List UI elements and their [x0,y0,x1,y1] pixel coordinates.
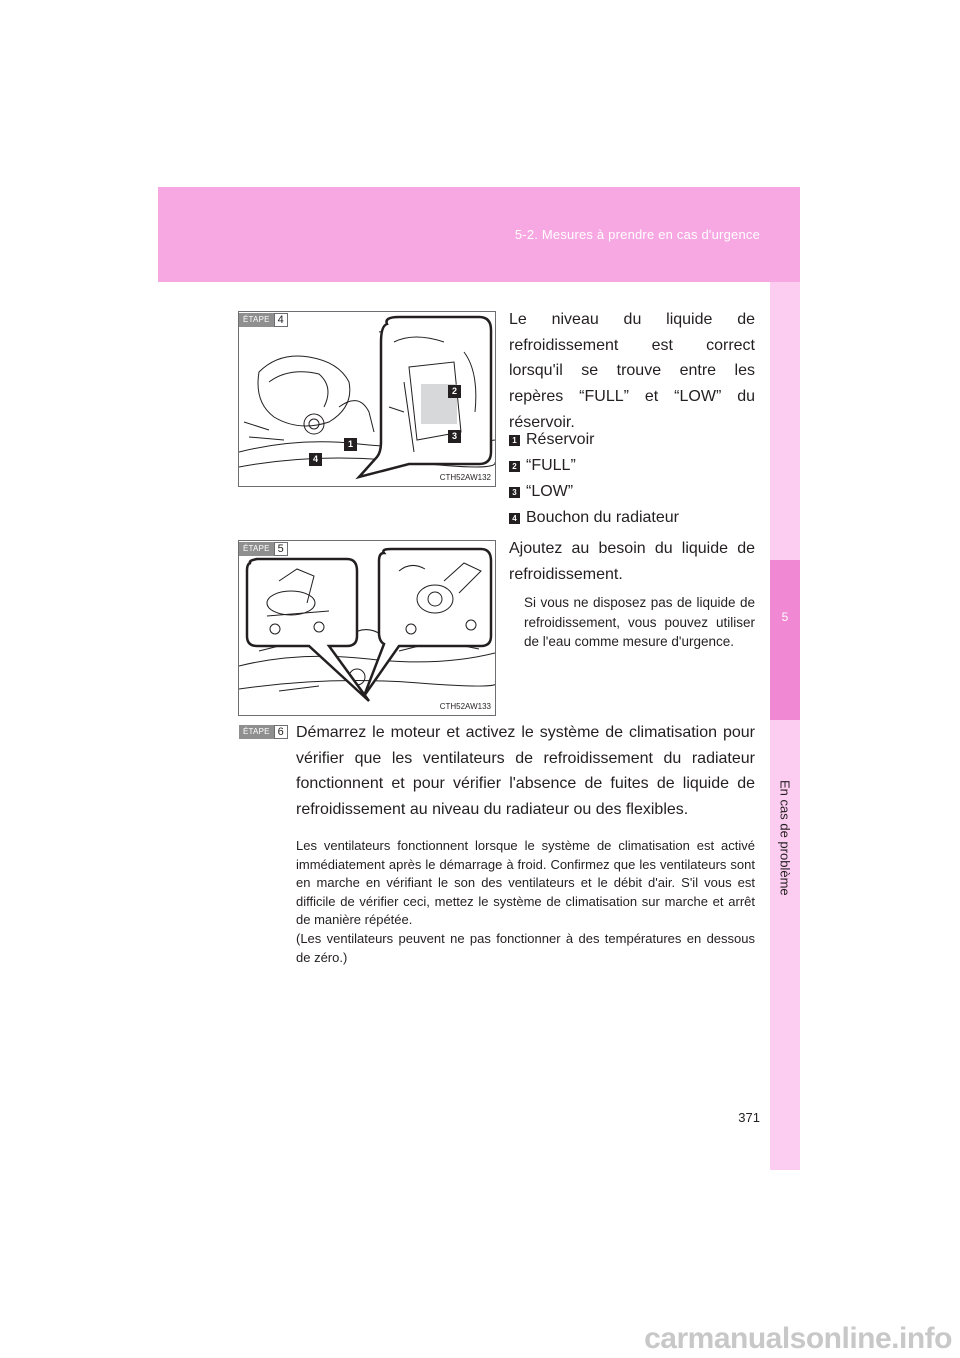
watermark: carmanualsonline.info [644,1322,952,1355]
callout-2: 2 [448,385,461,398]
step6-badge [239,725,288,739]
legend-label: Bouchon du radiateur [526,509,679,526]
step4-badge [239,313,288,327]
chapter-number: 5 [781,610,789,624]
step4-text: Le niveau du liquide de refroidissement est correct lorsqu'il se trouve entre les repères “FULL” et “LOW” du réservoir. [509,311,755,431]
section-header [158,187,800,282]
step4-figure [238,311,496,487]
chapter-side-tab [770,282,800,1170]
coolant-refill-illustration [239,541,495,715]
marker-3-icon: 3 [509,487,520,498]
legend-label: “LOW” [526,483,574,500]
section-title: 5-2. Mesures à prendre en cas d'urgence [514,227,760,242]
step5-note: Si vous ne disposez pas de liquide de refroidissement, vous pouvez utiliser de l'eau comme mesure d'urgence. [524,595,755,649]
step6-note: Les ventilateurs fonctionnent lorsque le système de climatisation est activé immédiatement après le démarrage à froid. Confirmez que les ventilateurs sont en marche en vérifiant le son des ventilateurs et le débit d'air. S'il vous est difficile de vérifier ceci, mettez le système de climatisation sur marche et arrêt de manière répétée. [296,838,755,927]
legend-label: Réservoir [526,431,595,448]
step-label: ÉTAPE [239,313,274,327]
page-number: 371 [738,1110,760,1125]
chapter-tab-highlight [770,560,800,720]
callout-1: 1 [344,438,357,451]
step-label: ÉTAPE [239,542,274,556]
step5-text: Ajoutez au besoin du liquide de refroidissement. [509,540,755,583]
callout-4: 4 [309,453,322,466]
legend-item [509,482,573,502]
legend-label: “FULL” [526,457,576,474]
step5-figure [238,540,496,716]
step5-badge [239,542,288,556]
legend-item [509,456,576,476]
legend-item [509,508,679,528]
marker-2-icon: 2 [509,461,520,472]
step-label: ÉTAPE [239,725,274,739]
marker-4-icon: 4 [509,513,520,524]
step6-note2: (Les ventilateurs peuvent ne pas fonctionner à des températures en dessous de zéro.) [296,931,755,965]
step-number: 6 [274,725,288,739]
marker-1-icon: 1 [509,435,520,446]
chapter-title: En cas de problème [777,780,793,896]
legend-item [509,430,594,450]
engine-coolant-reservoir-illustration [239,312,495,486]
step6-text: Démarrez le moteur et activez le système de climatisation pour vérifier que les ventilateurs de refroidissement du radiateur fonctionnent et pour vérifier l'absence de fuites de liquide de refroidissement au niveau du radiateur ou des flexibles. [296,724,755,819]
figure-code: CTH52AW133 [439,702,491,711]
step-number: 4 [274,313,288,327]
figure-code: CTH52AW132 [439,473,491,482]
callout-3: 3 [448,430,461,443]
step-number: 5 [274,542,288,556]
